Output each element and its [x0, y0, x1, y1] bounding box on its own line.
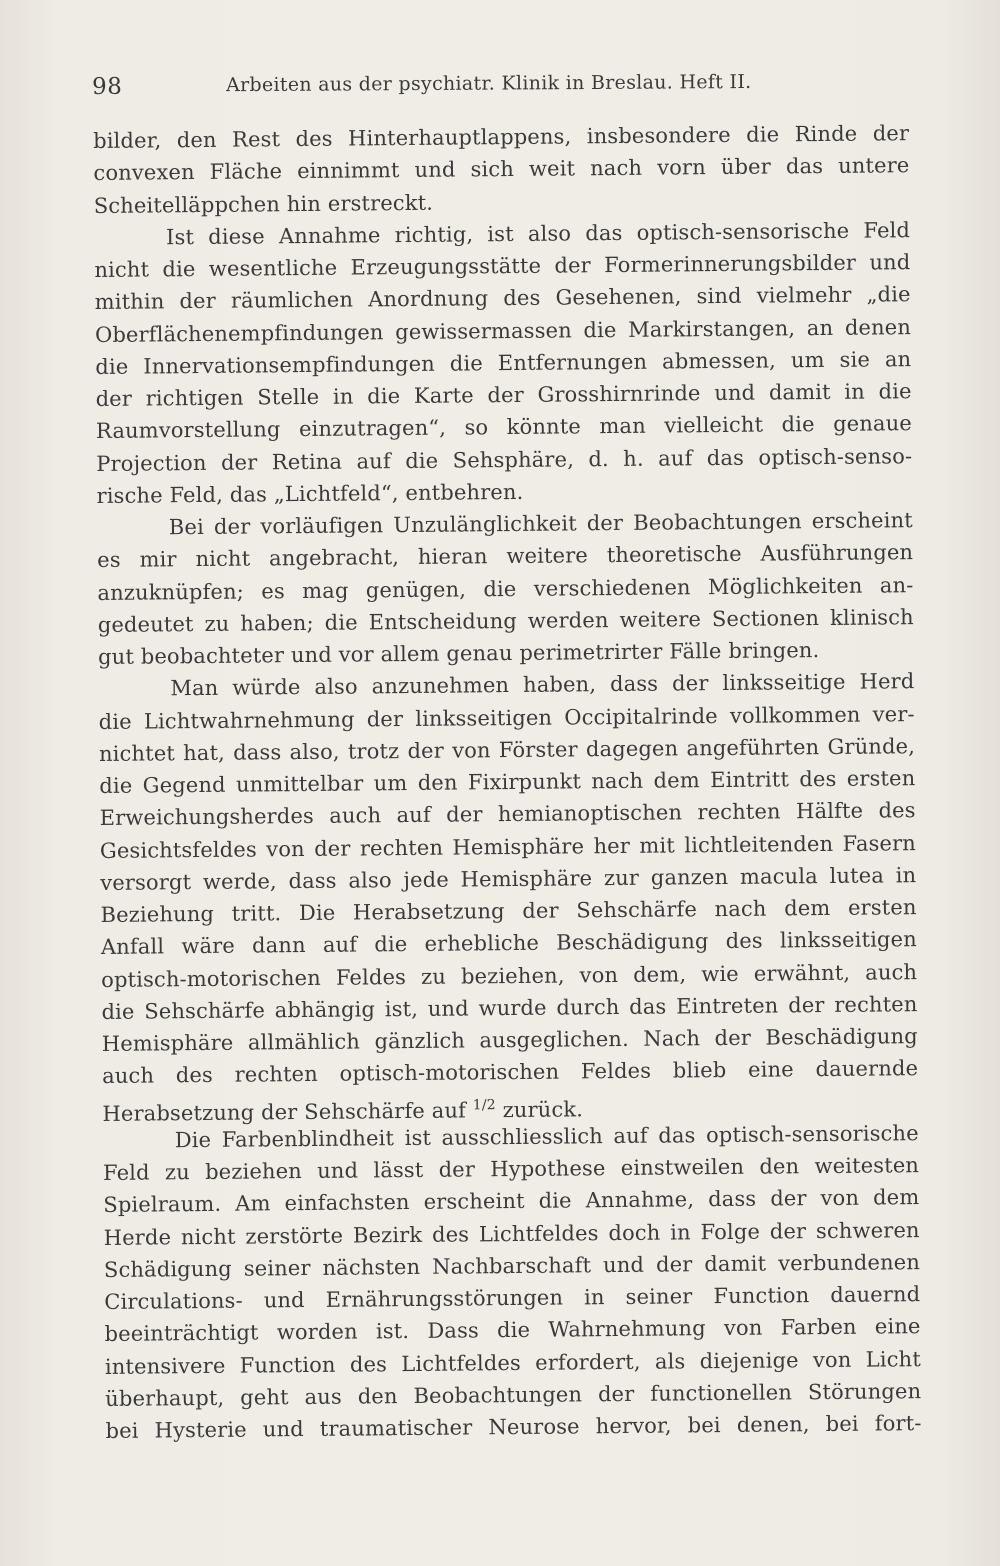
paragraph — [93, 117, 910, 222]
text-line: nicht die wesentliche Erzeugungsstätte der Formerinnerungsbilder und — [94, 250, 911, 282]
text-line: Projection der Retina auf die Sehsphäre, d. h. auf das optisch-senso- — [96, 443, 913, 476]
text-line: es mir nicht angebracht, hieran weitere theoretische Ausführungen — [97, 540, 914, 573]
text-line: gut beobachteter und vor allem genau perimetrirter Fälle bringen. — [97, 638, 820, 669]
text-line: die Innervationsempfindungen die Entfernungen abmessen, um sie an — [95, 346, 912, 379]
text-fragment: zurück. — [495, 1096, 584, 1122]
text-line: Anfall wäre dann auf die erhebliche Beschädigung des linksseitigen — [100, 927, 917, 960]
text-line: Hemisphäre allmählich gänzlich ausgeglichen. Nach der Beschädigung — [101, 1024, 918, 1056]
text-line: Gesichtsfeldes von der rechten Hemisphäre her mit lichtleitenden Fasern — [99, 830, 917, 863]
text-line: Schädigung seiner nächsten Nachbarschaft und der damit verbundenen — [103, 1249, 921, 1282]
body-text — [93, 117, 922, 1447]
text-line: intensivere Function des Lichtfeldes erfordert, als diejenige von Licht — [104, 1346, 921, 1379]
text-line: beeinträchtigt worden ist. Dass die Wahrnehmung von Farben eine — [104, 1314, 921, 1347]
text-line: Herde nicht zerstörte Bezirk des Lichtfeldes doch in Folge der schweren — [103, 1217, 920, 1250]
text-line: überhaupt, geht aus den Beobachtungen der functionellen Störungen — [105, 1378, 922, 1411]
fraction: 1/2 — [472, 1096, 496, 1113]
text-line: Feld zu beziehen und lässt der Hypothese einstweilen den weitesten — [102, 1153, 920, 1185]
text-line: convexen Fläche einnimmt und sich weit nach vorn über das untere — [93, 153, 910, 186]
text-fragment: Herabsetzung der Sehschärfe auf — [102, 1097, 473, 1126]
text-line: Beziehung tritt. Die Herabsetzung der Sehschärfe nach dem ersten — [100, 895, 917, 927]
running-head: Arbeiten aus der psychiatr. Klinik in Breslau. Heft II. — [226, 70, 752, 97]
text-line: optisch-motorischen Feldes zu beziehen, von dem, wie erwähnt, auch — [101, 959, 918, 992]
page-number: 98 — [92, 73, 123, 100]
text-line: Die Farbenblindheit ist ausschliesslich auf das optisch-sensorische — [174, 1120, 919, 1153]
text-line: bei Hysterie und traumatischer Neurose hervor, bei denen, bei fort- — [105, 1411, 922, 1443]
paragraph — [103, 1117, 922, 1447]
paragraph — [97, 504, 915, 673]
text-line: die Sehschärfe abhängig ist, und wurde durch das Eintreten der rechten — [101, 991, 918, 1024]
paragraph — [94, 214, 913, 512]
text-line: anzuknüpfen; es mag genügen, die verschiedenen Möglichkeiten an- — [97, 572, 914, 605]
text-line: Man würde also anzunehmen haben, dass der linksseitige Herd — [170, 669, 915, 701]
text-line: Oberflächenempfindungen gewissermassen die Markirstangen, an denen — [94, 314, 912, 347]
text-line: Scheitelläppchen hin erstreckt. — [93, 190, 434, 218]
text-line: die Gegend unmittelbar um den Fixirpunkt nach dem Eintritt des ersten — [99, 766, 916, 798]
text-line: versorgt werde, dass also jede Hemisphäre zur ganzen macula lutea in — [100, 862, 917, 895]
text-line: bilder, den Rest des Hinterhauptlappens, insbesondere die Rinde der — [93, 121, 910, 153]
page-header — [92, 69, 912, 108]
text-line: Erweichungsherdes auch auf der hemianoptischen rechten Hälfte des — [99, 798, 916, 831]
text-line: Circulations- und Ernährungsstörungen in seiner Function dauernd — [104, 1282, 921, 1314]
text-line: die Lichtwahrnehmung der linksseitigen Occipitalrinde vollkommen ver- — [98, 701, 915, 734]
text-line: der richtigen Stelle in die Karte der Grosshirnrinde und damit in die — [95, 379, 912, 411]
text-line: rische Feld, das „Lichtfeld“, entbehren. — [96, 479, 524, 508]
text-line: auch des rechten optisch-motorischen Feldes blieb eine dauernde — [102, 1056, 919, 1089]
text-line: Bei der vorläufigen Unzulänglichkeit der Beobachtungen erscheint — [168, 508, 913, 540]
text-line: nichtet hat, dass also, trotz der von Förster dagegen angeführten Gründe, — [98, 733, 916, 766]
text-line: mithin der räumlichen Anordnung des Gesehenen, sind vielmehr „die — [94, 282, 911, 315]
text-line: gedeutet zu haben; die Entscheidung werden weitere Sectionen klinisch — [97, 604, 914, 637]
paragraph — [98, 665, 918, 1124]
text-line: Raumvorstellung einzutragen“, so könnte man vielleicht die genaue — [95, 411, 913, 444]
text-line: Spielraum. Am einfachsten erscheint die Annahme, dass der von dem — [103, 1185, 920, 1218]
text-line: Ist diese Annahme richtig, ist also das optisch-sensorische Feld — [165, 217, 911, 250]
